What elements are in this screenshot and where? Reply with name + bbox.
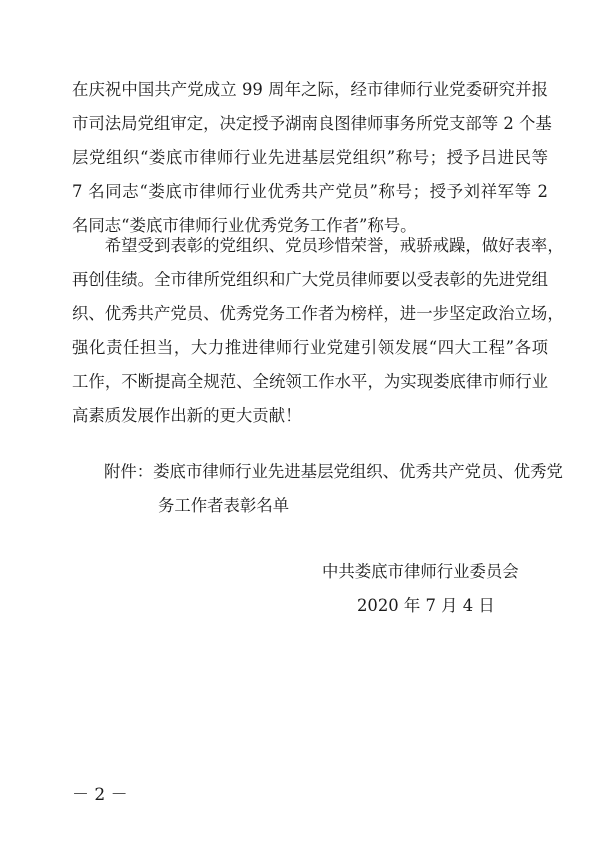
attachment-line: 务工作者表彰名单 xyxy=(158,496,290,515)
attachment-line: 附件：娄底市律师行业先进基层党组织、优秀共产党员、优秀党 xyxy=(104,462,563,481)
paragraph1-line: 市司法局党组审定，决定授予湖南良图律师事务所党支部等 2 个基 xyxy=(72,114,552,133)
signature-organization: 中共娄底市律师行业委员会 xyxy=(322,562,519,581)
paragraph1-line: 在庆祝中国共产党成立 99 周年之际，经市律师行业党委研究并报 xyxy=(72,80,548,99)
paragraph2-line: 高素质发展作出新的更大贡献！ xyxy=(72,406,302,425)
paragraph2-line: 再创佳绩。全市律所党组织和广大党员律师要以受表彰的先进党组 xyxy=(72,270,548,289)
paragraph2-line: 希望受到表彰的党组织、党员珍惜荣誉，戒骄戒躁，做好表率， xyxy=(72,236,564,255)
paragraph2-line: 强化责任担当，大力推进律师行业党建引领发展“四大工程”各项 xyxy=(72,338,548,357)
paragraph2-line: 织、优秀共产党员、优秀党务工作者为榜样，进一步坚定政治立场， xyxy=(72,304,564,323)
signature-date: 2020 年 7 月 4 日 xyxy=(357,596,495,615)
paragraph1-line: 7 名同志“娄底市律师行业优秀共产党员”称号；授予刘祥军等 2 xyxy=(72,182,548,201)
paragraph1-line: 层党组织“娄底市律师行业先进基层党组织”称号；授予吕进民等 xyxy=(72,148,548,167)
paragraph1-line: 名同志“娄底市律师行业优秀党务工作者”称号。 xyxy=(72,216,417,235)
paragraph2-line: 工作，不断提高全规范、全统领工作水平，为实现娄底律市师行业 xyxy=(72,372,548,391)
page-number: － 2 － xyxy=(72,785,128,805)
